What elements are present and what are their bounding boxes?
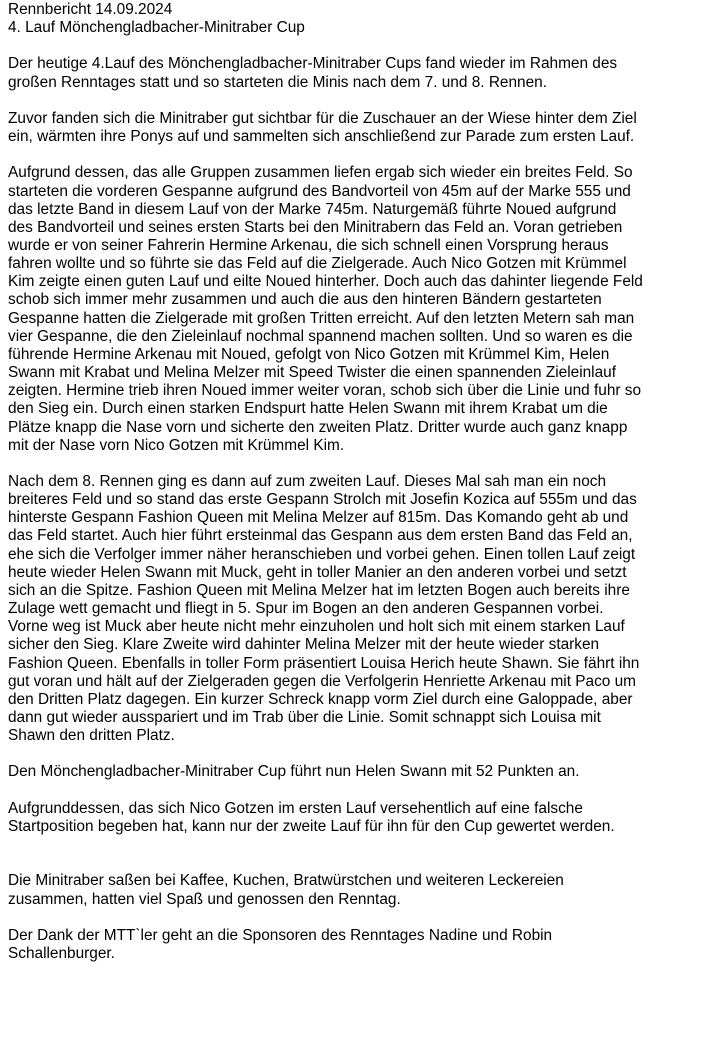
text-line: vier Gespanne, die den Zieleinlauf nochmal spannend machen sollten. Und so waren es die [8,327,633,345]
text-line: Die Minitraber saßen bei Kaffee, Kuchen, Bratwürstchen und weiteren Leckereien [8,872,564,890]
text-line: schob sich immer mehr zusammen und auch die aus den hinteren Bändern gestarteten [8,291,602,309]
text-line: des Bandvorteil und seines ersten Starts bei den Minitrabern das Feld an. Voran getrieben [8,218,623,236]
paragraph-spacer [8,146,718,164]
text-line: das letzte Band in diesem Lauf von der Marke 745m. Naturgemäß führte Noued aufgrund [8,200,617,218]
paragraph-start-position-note [8,800,718,836]
text-line: Shawn den dritten Platz. [8,727,175,745]
text-line: fahren wollte und so führte sie das Feld auf die Zielgerade. Auch Nico Gotzen mit Krümmel [8,255,627,273]
report-date-line: Rennbericht 14.09.2024 [8,1,173,18]
text-line: ein, wärmten ihre Ponys auf und sammelten sich anschließend zur Parade zum ersten Lauf. [8,128,635,146]
text-line: Gespanne hatten die Zielgerade mit großen Tritten erreicht. Auf den letzten Metern sah man [8,309,635,327]
text-line: starteten die vorderen Gespanne aufgrund des Bandvorteil von 45m auf der Marke 555 und [8,182,631,200]
paragraph-spacer [8,745,718,763]
text-line: Startposition begeben hat, kann nur der zweite Lauf für ihn für den Cup gewertet werden. [8,817,615,835]
paragraph-spacer [8,37,718,55]
text-line: zeigten. Hermine trieb ihren Noued immer weiter voran, schob sich über die Linie und fuhr so [8,382,642,400]
text-line: Plätze knapp die Nase vorn und sicherte den zweiten Platz. Dritter wurde auch ganz knapp [8,418,628,436]
text-line: das Feld startet. Auch hier führt ersteinmal das Gespann aus dem ersten Band das Feld an, [8,527,633,545]
text-line: Kim zeigte einen guten Lauf und eilte Noued hinterher. Doch auch das dahinter liegende Feld [8,273,643,291]
paragraph-spacer [8,836,718,872]
text-line: hinterste Gespann Fashion Queen mit Melina Melzer auf 815m. Das Komando geht ab und [8,509,629,527]
paragraph-cup-standings [8,763,718,781]
text-line: breiteres Feld und so stand das erste Gespann Strolch mit Josefin Kozica auf 555m und das [8,491,637,509]
text-line: den Sieg ein. Durch einen starken Endspurt hatte Helen Swann mit ihrem Krabat um die [8,400,608,418]
paragraph-sponsor-thanks [8,927,718,963]
text-line: Fashion Queen. Ebenfalls in toller Form präsentiert Louisa Herich heute Shawn. Sie fährt ihn [8,654,640,672]
text-line: Aufgrunddessen, das sich Nico Gotzen im ersten Lauf versehentlich auf eine falsche [8,799,583,817]
text-line: Zulage wett gemacht und fliegt in 5. Spur im Bogen an den anderen Gespannen vorbei. [8,600,604,618]
text-line: Vorne weg ist Muck aber heute nicht mehr einzuholen und holt sich mit einem starken Lauf [8,618,625,636]
text-line: ehe sich die Verfolger immer näher heranschieben und vorbei gehen. Einen tollen Lauf zeigt [8,545,636,563]
paragraph-spacer [8,782,718,800]
text-line: Nach dem 8. Rennen ging es dann auf zum zweiten Lauf. Dieses Mal sah man ein noch [8,473,607,490]
text-line: dann gut wieder ausspariert und im Trab über die Linie. Somit schnappt sich Louisa mit [8,709,601,727]
text-line: gut voran und hält auf der Zielgeraden gegen die Verfolgerin Henriette Arkenau mit Paco um [8,672,636,690]
paragraph-first-race [8,164,718,455]
paragraph-warmup [8,110,718,146]
paragraph-second-race [8,473,718,745]
paragraph-intro [8,55,718,91]
text-line: Schallenburger. [8,945,115,962]
text-line: Den Mönchengladbacher-Minitraber Cup führt nun Helen Swann mit 52 Punkten an. [8,763,580,781]
text-line: großen Renntages statt und so starteten die Minis nach dem 7. und 8. Rennen. [8,73,548,91]
report-race-title: 4. Lauf Mönchengladbacher-Minitraber Cup [8,19,305,37]
text-line: Aufgrund dessen, das alle Gruppen zusammen liefen ergab sich wieder ein breites Feld. So [8,164,633,182]
text-line: Der heutige 4.Lauf des Mönchengladbacher-Minitraber Cups fand wieder im Rahmen des [8,55,618,73]
text-line: mit der Nase vorn Nico Gotzen mit Krümmel Kim. [8,436,345,454]
text-line: den Dritten Platz dagegen. Ein kurzer Schreck knapp vorm Ziel durch eine Galoppade, aber [8,690,633,708]
paragraph-spacer [8,455,718,473]
text-line: Zuvor fanden sich die Minitraber gut sichtbar für die Zuschauer an der Wiese hinter dem Ziel [8,109,637,127]
text-line: Der Dank der MTT`ler geht an die Sponsoren des Renntages Nadine und Robin [8,926,553,944]
text-line: führende Hermine Arkenau mit Noued, gefolgt von Nico Gotzen mit Krümmel Kim, Helen [8,345,610,363]
text-line: sicher den Sieg. Klare Zweite wird dahinter Melina Melzer mit der heute wieder starken [8,636,600,654]
paragraph-spacer [8,92,718,110]
text-line: zusammen, hatten viel Spaß und genossen den Renntag. [8,890,401,908]
paragraph-spacer [8,909,718,927]
text-line: sich an die Spitze. Fashion Queen mit Melina Melzer hat im letzten Bogen auch bereits ihre [8,581,630,599]
text-line: wurde er von seiner Fahrerin Hermine Arkenau, die sich schnell einen Vorsprung heraus [8,236,609,254]
text-line: heute wieder Helen Swann mit Muck, geht in toller Manier an den anderen vorbei und setzt [8,563,627,581]
paragraph-get-together [8,872,718,908]
text-line: Swann mit Krabat und Melina Melzer mit Speed Twister die einen spannenden Zieleinlauf [8,364,616,382]
